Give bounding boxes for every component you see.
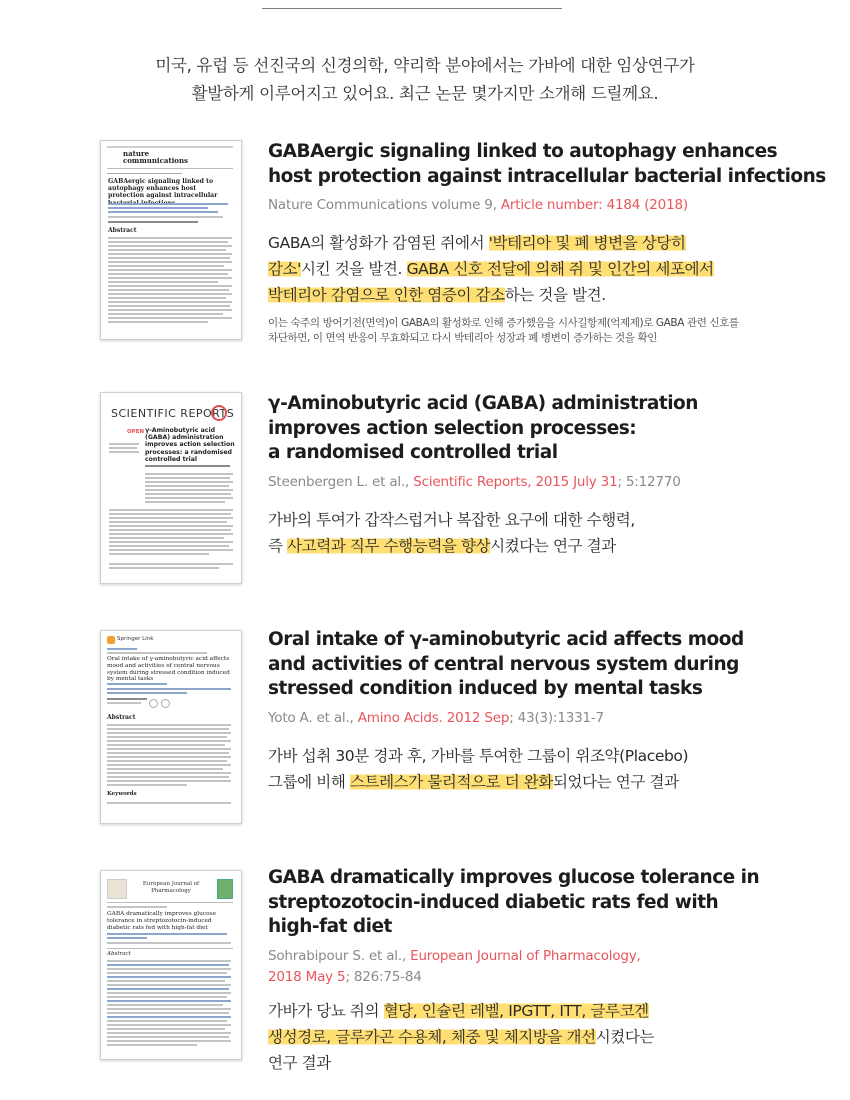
thumb-body-line [107, 780, 231, 782]
journal-cover-icon [217, 879, 233, 899]
thumb-body-line [107, 960, 231, 962]
paper-title[interactable] [268, 392, 828, 466]
paper-thumbnail-ejp [100, 870, 242, 1060]
thumb-body-line [108, 241, 228, 243]
thumb-body-line [109, 553, 209, 555]
thumb-authors [107, 933, 227, 935]
thumb-body-line [109, 525, 233, 527]
thumb-body-line [108, 297, 226, 299]
summary-text: 되었다는 연구 결과 [552, 772, 679, 791]
thumb-body-line [145, 493, 231, 495]
thumb-body-line [107, 968, 231, 970]
paper-citation [268, 708, 828, 729]
summary-line [268, 769, 828, 795]
thumb-body-line [108, 285, 232, 287]
thumb-body-line [108, 269, 232, 271]
paper-title-line: host protection against intracellular bacterial infections [268, 165, 826, 187]
thumb-body-line [109, 537, 224, 539]
paper-title[interactable] [268, 628, 828, 702]
citation-link[interactable]: 2018 May 5 [268, 968, 346, 985]
thumb-authors [107, 688, 231, 690]
thumb-body-line [107, 744, 225, 746]
highlighted-text: 박테리아 감염으로 인한 염증이 감소 [268, 286, 505, 304]
paper-summary [268, 743, 828, 795]
thumb-keywords-heading: Keywords [107, 791, 137, 797]
thumb-body-line [108, 281, 218, 283]
thumb-body-line [145, 477, 230, 479]
thumb-body-line [109, 513, 231, 515]
thumb-meta [107, 942, 231, 944]
thumb-body-line [107, 1036, 229, 1038]
summary-text: 그룹에 비해 [268, 772, 350, 791]
thumb-body-line [107, 1044, 197, 1046]
paper-title-line: high-fat diet [268, 916, 392, 937]
citation-volume: ; 5:12770 [617, 473, 681, 490]
thumb-body-line [107, 752, 229, 754]
thumb-meta [108, 216, 223, 218]
highlighted-text: 스트레스가 물리적으로 더 완화 [349, 772, 553, 791]
thumb-article-title: γ-Aminobutyric acid (GABA) administration improves action selection processes: a randomised controlled trial [145, 427, 235, 463]
elsevier-logo-icon [107, 879, 127, 899]
paper-summary [268, 507, 828, 559]
thumb-rule [107, 948, 233, 949]
summary-text: 즉 [268, 536, 288, 555]
paper-title-line: GABA dramatically improves glucose tolerance in [268, 867, 760, 888]
citation-source: Nature Communications volume 9, [268, 197, 501, 213]
thumb-body-line [107, 760, 227, 762]
paper-thumbnail-scientific-reports [100, 392, 242, 584]
thumb-body-line [108, 305, 230, 307]
springer-logo-icon [107, 636, 115, 644]
thumb-body-line [107, 1000, 231, 1002]
thumb-body-line [107, 980, 225, 982]
citation-source: Yoto A. et al., [268, 709, 358, 726]
metric-circle-icon [161, 699, 170, 708]
thumb-body-line [108, 321, 208, 323]
thumb-body-line [107, 1016, 231, 1018]
paper-entry [268, 866, 828, 1076]
summary-line [268, 743, 828, 769]
thumb-nav-bar [107, 146, 233, 148]
thumb-journal-logo: SCIENTIFIC REPORTS [111, 407, 235, 420]
paper-title[interactable] [268, 140, 828, 189]
thumb-authors [108, 203, 228, 205]
thumb-keywords [107, 802, 231, 804]
thumb-authors [107, 692, 187, 694]
thumb-body-line [109, 533, 233, 535]
summary-text: 시켰다는 [595, 1027, 654, 1046]
thumb-body-line [107, 740, 231, 742]
summary-line [268, 533, 828, 559]
thumb-meta [107, 698, 147, 700]
paper-title-line: stressed condition induced by mental tasks [268, 678, 703, 699]
highlighted-text: GABA 신호 전달에 의해 쥐 및 인간의 세포에서 [406, 260, 714, 278]
thumb-body-line [145, 497, 233, 499]
thumb-meta [107, 906, 167, 908]
thumb-body-line [108, 273, 228, 275]
summary-text: 가바가 당뇨 쥐의 [268, 1001, 384, 1020]
thumb-body-line [107, 1020, 227, 1022]
paper-title-line: streptozotocin-induced diabetic rats fed with [268, 891, 719, 913]
thumb-abstract-heading: Abstract [107, 714, 136, 721]
summary-line [268, 282, 828, 308]
thumb-body-line [107, 984, 231, 986]
thumb-article-title: Oral intake of γ-aminobutyric acid affects mood and activities of central nervous system during stressed condition induced by mental tasks [107, 656, 230, 683]
paper-title-line: Oral intake of γ-aminobutyric acid affects mood [268, 629, 744, 650]
thumb-body-line [108, 253, 232, 255]
thumb-body-line [108, 277, 232, 279]
thumb-authors [108, 207, 208, 209]
paper-citation [268, 472, 828, 493]
paper-entry [268, 140, 828, 346]
thumb-body-line [108, 289, 229, 291]
thumb-body-line [107, 784, 187, 786]
summary-line [268, 256, 828, 282]
thumb-body-line [108, 301, 232, 303]
thumb-body-line [109, 549, 233, 551]
paper-note [268, 316, 828, 346]
thumb-body-line [107, 724, 231, 726]
thumb-sidebar [109, 443, 139, 445]
thumb-body-line [109, 509, 233, 511]
metric-circle-icon [149, 699, 158, 708]
paper-summary [268, 230, 828, 308]
paper-citation [268, 946, 828, 988]
thumb-body-line [108, 309, 232, 311]
summary-text: 가바 섭취 30분 경과 후, 가바를 투여한 그룹이 위조약(Placebo) [268, 746, 689, 765]
thumb-body-line [109, 541, 233, 543]
citation-link[interactable]: Scientific Reports, 2015 July 31 [413, 473, 618, 490]
top-divider [262, 8, 562, 9]
note-line: 이는 숙주의 방어기전(면역)이 GABA의 활성화로 인해 증가했음을 시사길항제(억제제)로 GABA 관련 신호를 [268, 317, 739, 329]
thumb-journal-logo: European Journal of Pharmacology [142, 881, 200, 894]
summary-text: 연구 결과 [268, 1053, 331, 1072]
thumb-body-line [145, 485, 229, 487]
thumb-body-line [109, 567, 219, 569]
thumb-body-line [108, 257, 230, 259]
summary-line [268, 998, 828, 1024]
intro-line: 미국, 유럽 등 선진국의 신경의학, 약리학 분야에서는 가바에 대한 임상연구가 [155, 56, 695, 75]
thumb-body-line [107, 1008, 231, 1010]
thumb-body-line [107, 1040, 231, 1042]
thumb-sidebar [109, 447, 137, 449]
thumb-rule [107, 173, 182, 174]
thumb-body-line [107, 772, 231, 774]
thumb-body-line [107, 1004, 223, 1006]
paper-title[interactable] [268, 866, 828, 940]
thumb-article-title: GABAergic signaling linked to autophagy enhances host protection against intracellular [108, 178, 218, 200]
thumb-body-line [107, 996, 227, 998]
summary-line [268, 1050, 828, 1076]
thumb-rule [107, 902, 233, 903]
thumb-open-badge: OPEN [127, 429, 145, 435]
thumb-body-line [107, 748, 231, 750]
highlighted-text: '박테리아 및 폐 병변을 상당히 [488, 234, 686, 252]
thumb-body-line [108, 317, 232, 319]
thumb-authors [145, 465, 230, 467]
paper-title-line: γ-Aminobutyric acid (GABA) administration [268, 393, 698, 414]
summary-text: 하는 것을 발견. [504, 286, 606, 304]
thumb-journal-logo: nature communications [123, 149, 188, 165]
thumb-authors [107, 937, 147, 939]
citation-volume: ; 826:75-84 [345, 968, 422, 985]
intro-line: 활발하게 이루어지고 있어요. 최근 논문 몇가지만 소개해 드릴께요. [191, 84, 659, 103]
note-line: 차단하면, 이 면역 반응이 무효화되고 다시 박테리아 성장과 폐 병변이 증가하는 것을 확인 [268, 332, 657, 344]
paper-entry [268, 628, 828, 795]
thumb-body-line [145, 481, 233, 483]
thumb-body-line [109, 563, 233, 565]
thumb-meta [108, 221, 198, 223]
thumb-abstract-heading: Abstract [107, 951, 131, 957]
highlighted-text: 혈당, 인슐린 레벨, IPGTT, ITT, 글루코겐 [383, 1001, 649, 1020]
paper-summary [268, 998, 828, 1076]
paper-thumbnail-springer [100, 630, 242, 824]
highlighted-text: 생성경로, 글루카곤 수용체, 체중 및 체지방을 개선 [268, 1027, 596, 1046]
citation-source: Steenbergen L. et al., [268, 473, 414, 490]
thumb-body-line [109, 529, 231, 531]
paper-thumbnail-nature [100, 140, 242, 340]
citation-link[interactable]: European Journal of Pharmacology, [410, 947, 641, 964]
thumb-body-line [107, 988, 229, 990]
thumb-body-line [109, 521, 227, 523]
thumb-sidebar [109, 451, 139, 453]
thumb-body-line [145, 489, 233, 491]
thumb-body-line [108, 313, 223, 315]
thumb-body-line [109, 517, 233, 519]
thumb-body-line [107, 1028, 225, 1030]
thumb-article-title: GABA dramatically improves glucose tolerance in streptozotocin-induced diabetic rats fed with high-fat diet [107, 911, 216, 931]
thumb-body-line [107, 728, 229, 730]
thumb-journal-logo: Springer Link [117, 636, 154, 642]
thumb-meta [107, 648, 137, 650]
thumb-body-line [107, 768, 223, 770]
thumb-rule [107, 168, 233, 169]
thumb-meta [107, 683, 167, 685]
paper-entry [268, 392, 828, 559]
summary-line [268, 1024, 828, 1050]
intro-text [0, 52, 850, 108]
thumb-body-line [107, 1024, 231, 1026]
citation-volume: ; 43(3):1331-7 [509, 709, 604, 726]
thumb-body-line [108, 245, 232, 247]
thumb-body-line [108, 293, 232, 295]
thumb-body-line [107, 992, 231, 994]
paper-title-line: a randomised controlled trial [268, 442, 558, 463]
paper-citation [268, 195, 828, 216]
highlighted-text: 감소' [268, 260, 302, 278]
thumb-meta [107, 652, 207, 654]
summary-line [268, 230, 828, 256]
thumb-body-line [107, 1032, 231, 1034]
thumb-meta [107, 702, 141, 704]
thumb-body-line [145, 501, 225, 503]
paper-title-line: and activities of central nervous system during [268, 653, 739, 675]
paper-title-line: improves action selection processes: [268, 417, 637, 439]
paper-title-line: GABAergic signaling linked to autophagy enhances [268, 141, 778, 162]
summary-line [268, 507, 828, 533]
thumb-body-line [108, 261, 232, 263]
thumb-body-line [107, 972, 227, 974]
thumb-body-line [107, 776, 229, 778]
thumb-authors [108, 211, 218, 213]
summary-text: 시킨 것을 발견. [301, 260, 407, 278]
thumb-body-line [108, 249, 226, 251]
thumb-body-line [145, 473, 233, 475]
thumb-body-line [107, 732, 231, 734]
thumb-body-line [107, 736, 227, 738]
summary-text: 가바의 투여가 갑작스럽거나 복잡한 요구에 대한 수행력, [268, 510, 635, 529]
thumb-body-line [107, 964, 229, 966]
highlighted-text: 사고력과 직무 수행능력을 향상 [287, 536, 491, 555]
citation-source: Sohrabipour S. et al., [268, 947, 411, 964]
thumb-body-line [109, 545, 229, 547]
thumb-logo-mark-icon [211, 405, 227, 421]
thumb-body-line [107, 756, 231, 758]
thumb-abstract-heading: Abstract [108, 227, 137, 234]
citation-link[interactable]: Article number: 4184 (2018) [500, 197, 688, 213]
thumb-body-line [107, 764, 231, 766]
summary-text: 시켰다는 연구 결과 [490, 536, 616, 555]
citation-link[interactable]: Amino Acids. 2012 Sep [357, 709, 510, 726]
thumb-body-line [107, 1012, 229, 1014]
thumb-body-line [108, 237, 232, 239]
summary-text: GABA의 활성화가 감염된 쥐에서 [268, 234, 489, 252]
thumb-body-line [107, 976, 231, 978]
thumb-body-line [108, 265, 224, 267]
